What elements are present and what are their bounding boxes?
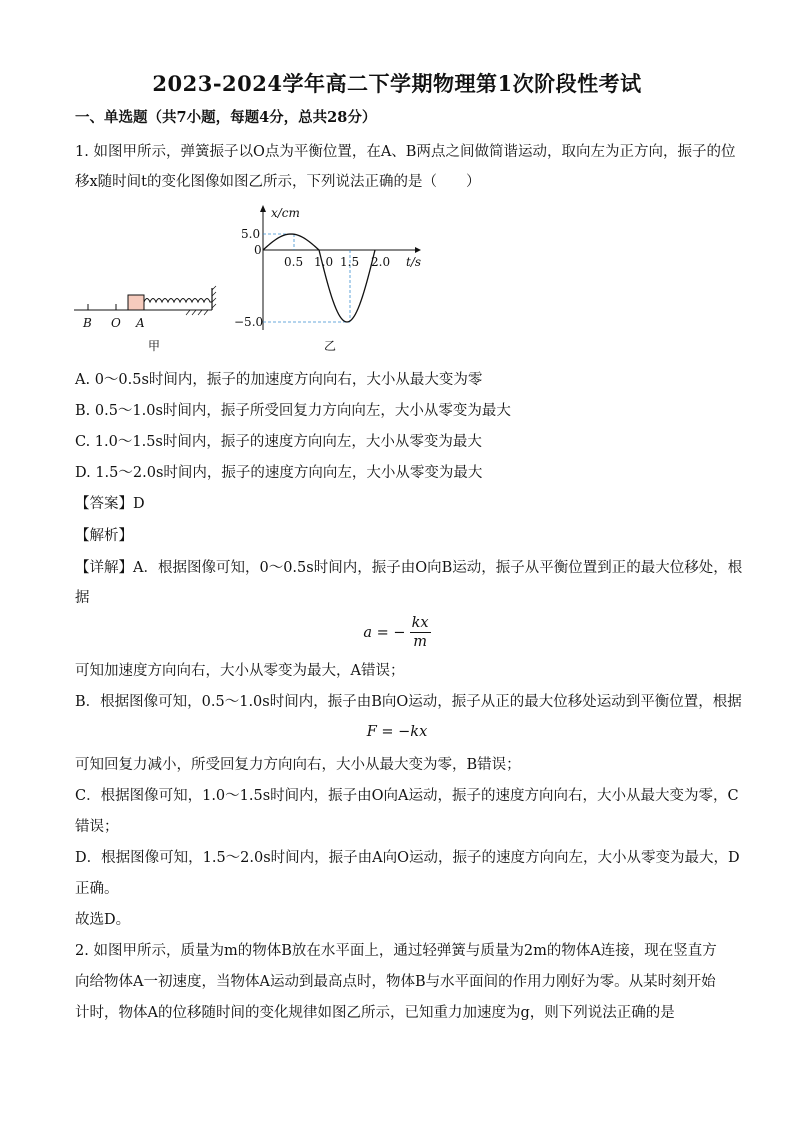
- detail-line-3: 可知加速度方向向右，大小从零变为最大，A错误；: [75, 663, 405, 679]
- x-axis-arrow: [260, 205, 266, 212]
- origin-label: 0: [254, 243, 262, 257]
- detail-line-9: 正确。: [75, 881, 119, 897]
- detail-line-6: C．根据图像可知，1.0～1.5s时间内，振子由O向A运动，振子的速度方向向右，大小从最大变为零，C: [75, 788, 739, 804]
- detail-line-1: 【详解】A．根据图像可知，0～0.5s时间内，振子由O向B运动，振子从平衡位置到正的最大位移处，根: [75, 560, 743, 576]
- x-tick-1.0: 1.0: [314, 255, 334, 269]
- analysis-label: 【解析】: [75, 528, 133, 544]
- question-2-stem-line-2: 向给物体A一初速度，当物体A运动到最高点时，物体B与水平面间的作用力刚好为零。从某时刻开始: [75, 974, 716, 990]
- displacement-time-graph: [234, 205, 421, 353]
- detail-line-8: D．根据图像可知，1.5～2.0s时间内，振子由A向O运动，振子的速度方向向左，大小从零变为最大，D: [75, 850, 740, 866]
- guide-lines: [263, 234, 350, 322]
- x-tick-0.5: 0.5: [284, 255, 304, 269]
- question-1-stem-line-2: 移x随时间t的变化图像如图乙所示，下列说法正确的是（ ）: [75, 174, 481, 190]
- option-A: A. 0～0.5s时间内，振子的加速度方向向右，大小从最大变为零: [75, 372, 483, 388]
- detail-line-10: 故选D。: [75, 912, 131, 928]
- question-2-stem-line-3: 计时，物体A的位移随时间的变化规律如图乙所示，已知重力加速度为g，则下列说法正确的是: [75, 1005, 675, 1021]
- formula-restoring-force: F = −kx: [366, 724, 428, 740]
- point-A-label: A: [136, 316, 145, 330]
- formula-acceleration-numerator: kx: [411, 615, 429, 631]
- spring-oscillator-diagram: [74, 286, 216, 353]
- question-1-stem-line-1: 1. 如图甲所示，弹簧振子以O点为平衡位置，在A、B两点之间做简谐运动，取向左为正方向，振子的位: [75, 144, 736, 160]
- x-tick-2.0: 2.0: [371, 255, 391, 269]
- y-tick-negative: −5.0: [234, 315, 264, 329]
- figure-jia-label: 甲: [148, 339, 161, 353]
- detail-line-7: 错误；: [75, 819, 119, 835]
- question-1-figure: [70, 200, 430, 360]
- section-heading: 一、单选题（共7小题，每题4分，总共28分）: [75, 109, 377, 126]
- figure-yi-label: 乙: [324, 339, 337, 353]
- detail-line-2: 据: [75, 590, 90, 606]
- formula-acceleration: [0, 614, 794, 651]
- x-axis-label: x/cm: [271, 206, 300, 220]
- exam-title: 2023-2024学年高二下学期物理第1次阶段性考试: [152, 71, 642, 96]
- answer-label: 【答案】D: [75, 496, 145, 512]
- oscillator-block: [128, 295, 144, 310]
- x-tick-1.5: 1.5: [340, 255, 360, 269]
- formula-acceleration-denominator: m: [413, 634, 427, 650]
- point-O-label: O: [111, 316, 121, 330]
- spring: [144, 299, 212, 303]
- detail-line-4: B．根据图像可知，0.5～1.0s时间内，振子由B向O运动，振子从正的最大位移处运动到平衡位置，根据: [75, 694, 742, 710]
- question-1-figure-svg: [70, 200, 430, 360]
- option-C: C. 1.0～1.5s时间内，振子的速度方向向左，大小从零变为最大: [75, 434, 482, 450]
- detail-line-5: 可知回复力减小，所受回复力方向向右，大小从最大变为零，B错误；: [75, 757, 521, 773]
- y-tick-positive: 5.0: [241, 227, 261, 241]
- option-D: D. 1.5～2.0s时间内，振子的速度方向向左，大小从零变为最大: [75, 465, 483, 481]
- option-B: B. 0.5～1.0s时间内，振子所受回复力方向向左，大小从零变为最大: [75, 403, 511, 419]
- wall-hatch: [212, 286, 216, 308]
- formula-acceleration-lhs: a = −: [363, 624, 406, 641]
- ground-hatch: [186, 310, 208, 315]
- t-axis-label: t/s: [406, 255, 422, 269]
- question-2-stem-line-1: 2. 如图甲所示，质量为m的物体B放在水平面上，通过轻弹簧与质量为2m的物体A连接，现在竖直方: [75, 943, 717, 959]
- t-axis-arrow: [415, 247, 421, 253]
- displacement-curve: [263, 234, 375, 322]
- point-B-label: B: [83, 316, 92, 330]
